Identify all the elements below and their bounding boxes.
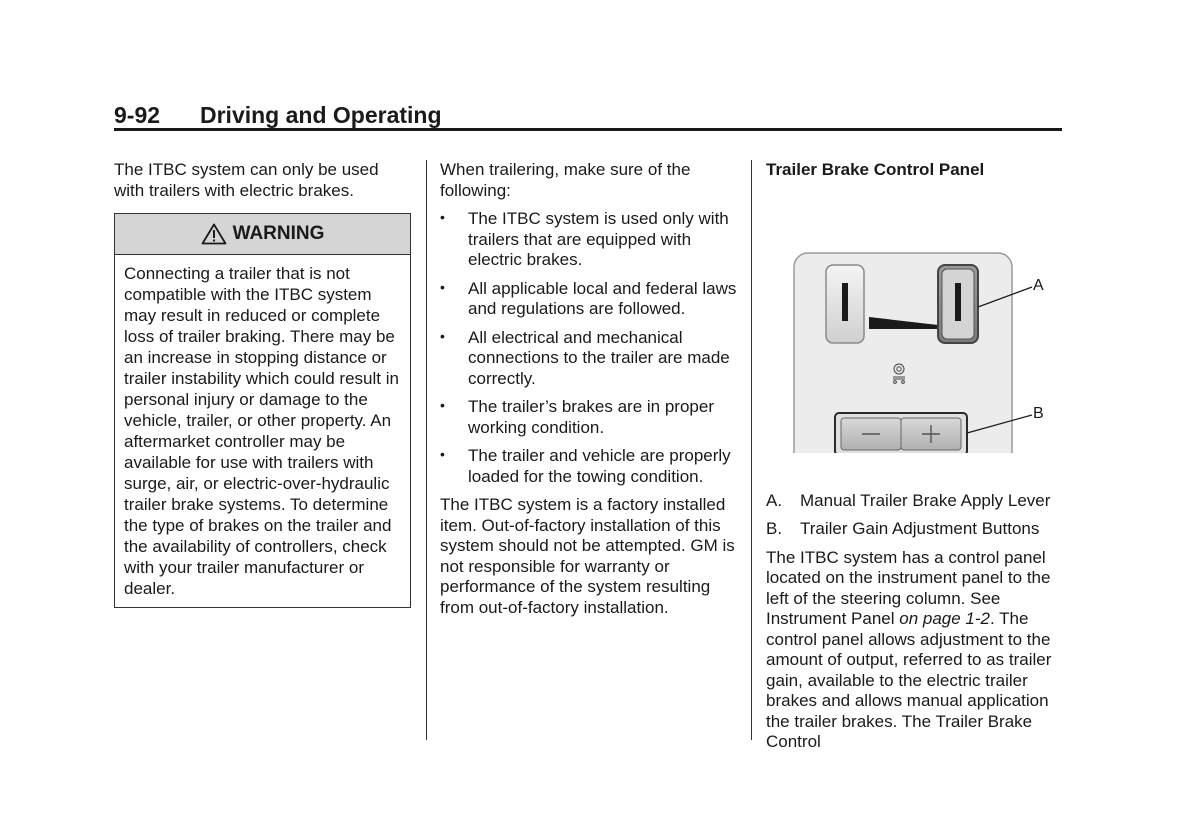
column-divider	[751, 160, 752, 740]
list-item: • All electrical and mechanical connections to the trailer are made correctly.	[440, 327, 730, 388]
trailer-brake-panel-figure	[766, 203, 1044, 443]
column-3	[766, 160, 1066, 761]
legend-item-a: A. Manual Trailer Brake Apply Lever	[766, 490, 1051, 510]
col3-body: The ITBC system has a control panel located on the instrument panel to the left of the steering column. See Instrument Panel on page 1-2. The control panel allows adjustment to the amount of output, referred to as trailer gain, available to the electric trailer brakes and allows manual application the trailer brakes. The Trailer Brake Control	[766, 547, 1052, 751]
list-item: • All applicable local and federal laws and regulations are followed.	[440, 278, 737, 318]
callout-b-label: B	[1033, 404, 1044, 422]
warning-title: WARNING	[232, 222, 325, 244]
callout-a-label: A	[1033, 276, 1044, 294]
warning-body: Connecting a trailer that is not compatible with the ITBC system may result in reduced or complete loss of trailer braking. There may be an increase in stopping distance or trailer instability which could result in personal injury or damage to the vehicle, trailer, or other property. An aftermarket controller may be available for use with trailers with surge, air, or electric-over-hydraulic trailer brake systems. To determine the type of brakes on the trailer and the availability of controllers, check with your trailer manufacturer or dealer.	[124, 264, 399, 598]
warning-header	[115, 214, 410, 255]
col2-intro: When trailering, make sure of the following:	[440, 160, 691, 200]
cross-reference-link[interactable]: on page 1-2	[899, 609, 990, 628]
section-title: Driving and Operating	[200, 102, 442, 128]
col2-closing: The ITBC system is a factory installed item. Out-of-factory installation of this system should not be attempted. GM is not responsible for warranty or performance of the system resulting from out-of-factory installation.	[440, 495, 735, 617]
list-item: • The trailer and vehicle are properly loaded for the towing condition.	[440, 446, 731, 486]
section-heading: Trailer Brake Control Panel	[766, 160, 985, 179]
col1-intro: The ITBC system can only be used with trailers with electric brakes.	[114, 160, 379, 200]
warning-box	[114, 213, 411, 608]
list-item: • The trailer’s brakes are in proper working condition.	[440, 397, 714, 437]
page-number: 9-92	[114, 102, 161, 128]
checklist	[440, 209, 740, 487]
column-2	[440, 160, 740, 626]
column-1	[114, 160, 412, 608]
warning-triangle-icon	[201, 223, 227, 245]
header-rule	[114, 128, 1062, 131]
column-divider	[426, 160, 427, 740]
legend-item-b: B. Trailer Gain Adjustment Buttons	[766, 519, 1040, 538]
list-item: • The ITBC system is used only with trailers that are equipped with electric brakes.	[440, 209, 729, 269]
